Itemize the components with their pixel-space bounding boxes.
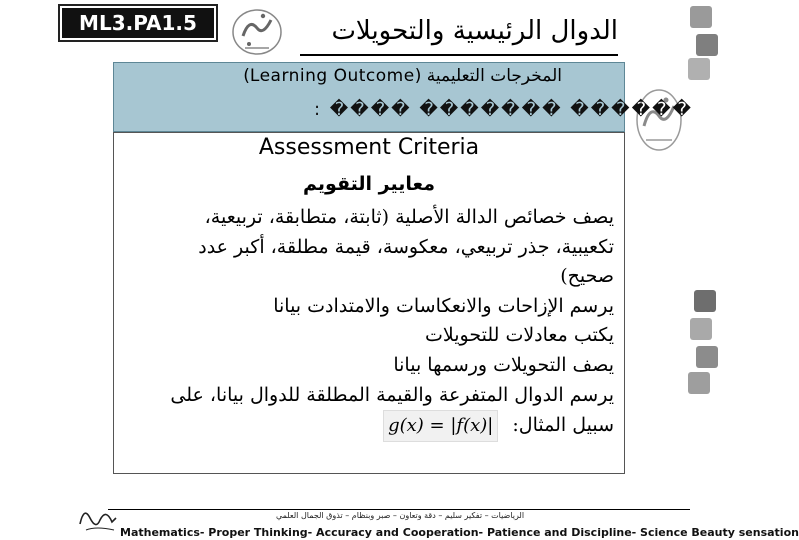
criteria-line: يرسم الدوال المتفرعة والقيمة المطلقة للدوال بيانا، على — [170, 383, 614, 406]
outcome-title — [243, 66, 562, 86]
footer-values-ar: الرياضيات – تفكير سليم – دقة وتعاون – صبر وبنظام – تذوق الجمال العلمي — [275, 511, 525, 520]
logo-icon — [632, 86, 686, 156]
criteria-line: يكتب معادلات للتحويلات — [425, 324, 614, 347]
criteria-line: تكعيبية، جذر تربيعي، معكوسة، قيمة مطلقة، أكبر عدد — [198, 235, 614, 258]
page-title: الدوال الرئيسية والتحويلات — [300, 12, 618, 56]
decorative-squares-strip — [688, 0, 720, 540]
outcome-title-en: (Learning Outcome) — [243, 66, 422, 86]
course-code: ML3.PA1.5 — [79, 11, 197, 35]
side-logo — [632, 86, 686, 156]
course-code-badge — [60, 6, 216, 40]
criteria-list — [124, 203, 614, 442]
criteria-heading-en: Assessment Criteria — [258, 135, 480, 160]
deco-square — [690, 318, 712, 340]
deco-square — [690, 6, 712, 28]
criteria-line: سبيل المثال: — [512, 414, 614, 437]
deco-square — [688, 58, 710, 80]
example-formula: g(x) = |f(x)| — [383, 410, 498, 442]
deco-square — [696, 34, 718, 56]
deco-square — [688, 372, 710, 394]
logo-icon — [229, 6, 285, 58]
criteria-line-example — [124, 410, 614, 442]
deco-square — [694, 290, 716, 312]
signature — [76, 500, 120, 536]
school-logo — [227, 4, 287, 60]
assessment-criteria-box — [113, 132, 625, 474]
criteria-line: يصف التحويلات ورسمها بيانا — [393, 353, 614, 376]
criteria-line: يصف خصائص الدالة الأصلية (ثابتة، متطابقة، تربيعية، — [204, 206, 614, 228]
learning-outcome-box — [113, 62, 693, 132]
criteria-line: صحيح) — [560, 265, 614, 288]
deco-square — [696, 346, 718, 368]
criteria-line: يرسم الإزاحات والانعكاسات والامتدادت بيانا — [273, 294, 614, 317]
outcome-subtitle: : ���� ������� ������ — [314, 99, 693, 120]
footer-values-en: Mathematics- Proper Thinking- Accuracy and Cooperation- Patience and Discipline- Science Beauty sensation — [120, 526, 799, 539]
footer-divider — [108, 509, 690, 510]
outcome-title-ar: المخرجات التعليمية — [426, 66, 562, 86]
criteria-heading-ar: معايير التقويم — [303, 173, 435, 195]
signature-icon — [76, 500, 120, 536]
